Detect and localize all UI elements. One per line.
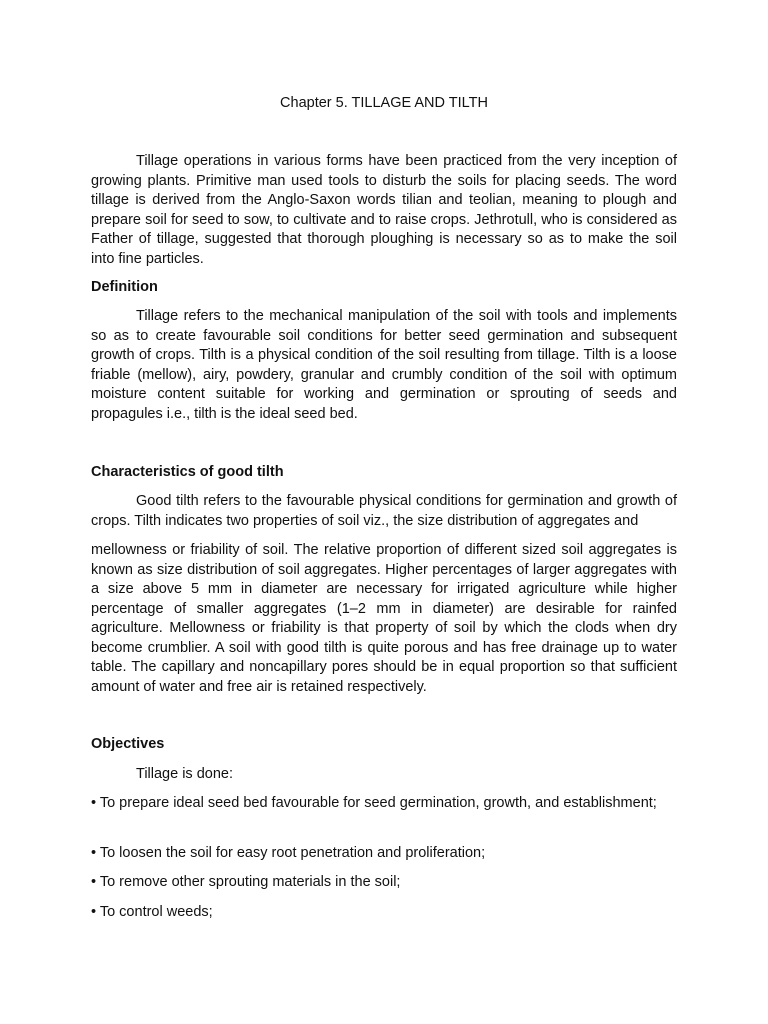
characteristics-paragraph-part2: mellowness or friability of soil. The relative proportion of different sized soil aggregates is known as size distribution of soil aggregates. Higher percentages of larger aggregates with a size above 5 mm in diameter are necessary for irrigated agriculture while higher percentage of smaller aggregates (1–2 mm in diameter) are desirable for rainfed agriculture. Mellowness or friability is that property of soil by which the clods when dry become crumblier. A soil with good tilth is quite porous and has free drainage up to water table. The capillary and noncapillary pores should be in equal proportion so that sufficient amount of water and free air is retained respectively.: [91, 542, 677, 695]
objective-item: • To control weeds;: [91, 904, 213, 920]
objectives-heading: Objectives: [91, 736, 165, 752]
chapter-title: Chapter 5. TILLAGE AND TILTH: [280, 95, 488, 111]
definition-paragraph: Tillage refers to the mechanical manipulation of the soil with tools and implements so as to create favourable soil conditions for better seed germination and subsequent growth of crops. Tilth is a physical condition of the soil resulting from tillage. Tilth is a loose friable (mellow), airy, powdery, granular and crumbly condition of the soil with optimum moisture content suitable for working and germination or sprouting of seeds and propagules i.e., tilth is the ideal seed bed.: [91, 308, 677, 422]
intro-paragraph: Tillage operations in various forms have been practiced from the very inception of growing plants. Primitive man used tools to disturb the soils for placing seeds. The word tillage is derived from the Anglo-Saxon words tilian and teolian, meaning to plough and prepare soil for seed to sow, to cultivate and to raise crops. Jethrotull, who is considered as Father of tillage, suggested that thorough ploughing is necessary so as to make the soil into fine particles.: [91, 153, 677, 267]
characteristics-paragraph-part1: Good tilth refers to the favourable physical conditions for germination and growth of crops. Tilth indicates two properties of soil viz., the size distribution of aggregates and: [91, 493, 677, 529]
definition-heading: Definition: [91, 279, 158, 295]
objectives-lead: Tillage is done:: [136, 766, 233, 782]
objective-item: • To remove other sprouting materials in the soil;: [91, 874, 401, 890]
characteristics-heading: Characteristics of good tilth: [91, 464, 284, 480]
objective-item: • To prepare ideal seed bed favourable for seed germination, growth, and establishment;: [91, 795, 657, 811]
objective-item: • To loosen the soil for easy root penetration and proliferation;: [91, 845, 486, 861]
